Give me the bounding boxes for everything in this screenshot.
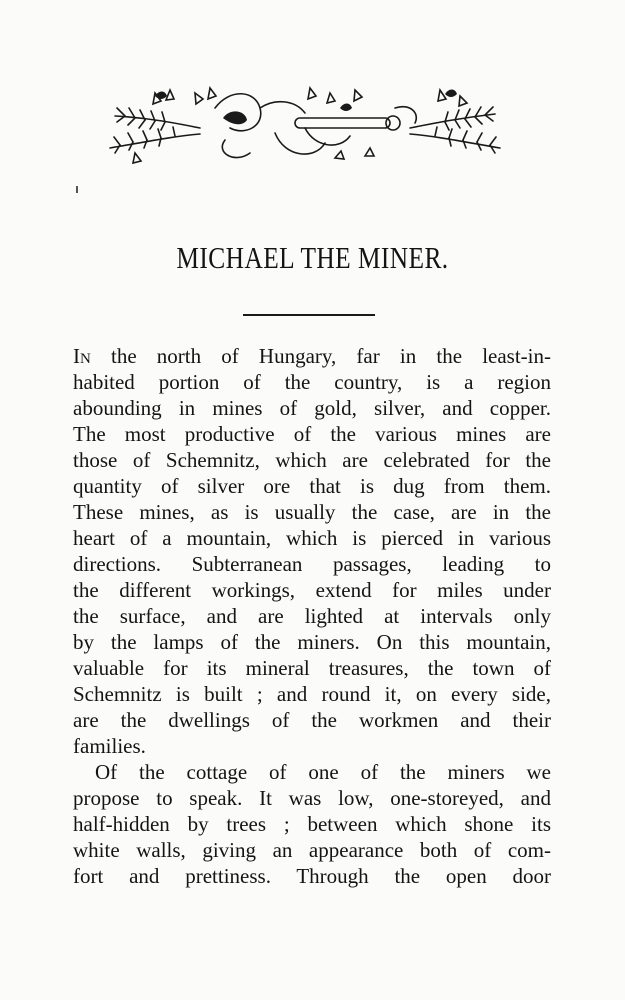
text-line: are the dwellings of the workmen and their	[73, 708, 551, 732]
text-line: by the lamps of the miners. On this mountain,	[73, 630, 551, 654]
page-mark	[76, 186, 78, 193]
text-line: Of the cottage of one of the miners we	[95, 760, 551, 784]
text-line: heart of a mountain, which is pierced in various	[73, 526, 551, 550]
text-line: valuable for its mineral treasures, the town of	[73, 656, 551, 680]
text-line: the surface, and are lighted at intervals only	[73, 604, 551, 628]
text-line: quantity of silver ore that is dug from them.	[73, 474, 551, 498]
text-line: These mines, as is usually the case, are in the	[73, 500, 551, 524]
text-line: abounding in mines of gold, silver, and copper.	[73, 396, 551, 420]
text-line: half-hidden by trees ; between which shone its	[73, 812, 551, 836]
chapter-title: MICHAEL THE MINER.	[176, 240, 449, 275]
floral-headpiece-ornament	[95, 78, 515, 168]
text-line: fort and prettiness. Through the open door	[73, 864, 551, 888]
text-line: the different workings, extend for miles under	[73, 578, 551, 602]
title-divider-rule	[243, 314, 375, 316]
text-line: white walls, giving an appearance both of com-	[73, 838, 551, 862]
text-line: Schemnitz is built ; and round it, on every side,	[73, 682, 551, 706]
text-line: habited portion of the country, is a region	[73, 370, 551, 394]
text-line: propose to speak. It was low, one-storeyed, and	[73, 786, 551, 810]
paragraph-2	[73, 759, 551, 889]
text-line: The most productive of the various mines are	[73, 422, 551, 446]
chapter-body	[73, 343, 551, 889]
text-line: directions. Subterranean passages, leading to	[73, 552, 551, 576]
paragraph-1	[73, 343, 551, 759]
text-line: families.	[73, 734, 146, 758]
text-line: those of Schemnitz, which are celebrated for the	[73, 448, 551, 472]
text-line: In the north of Hungary, far in the least-in-	[73, 344, 551, 368]
opening-word: In	[73, 344, 91, 368]
